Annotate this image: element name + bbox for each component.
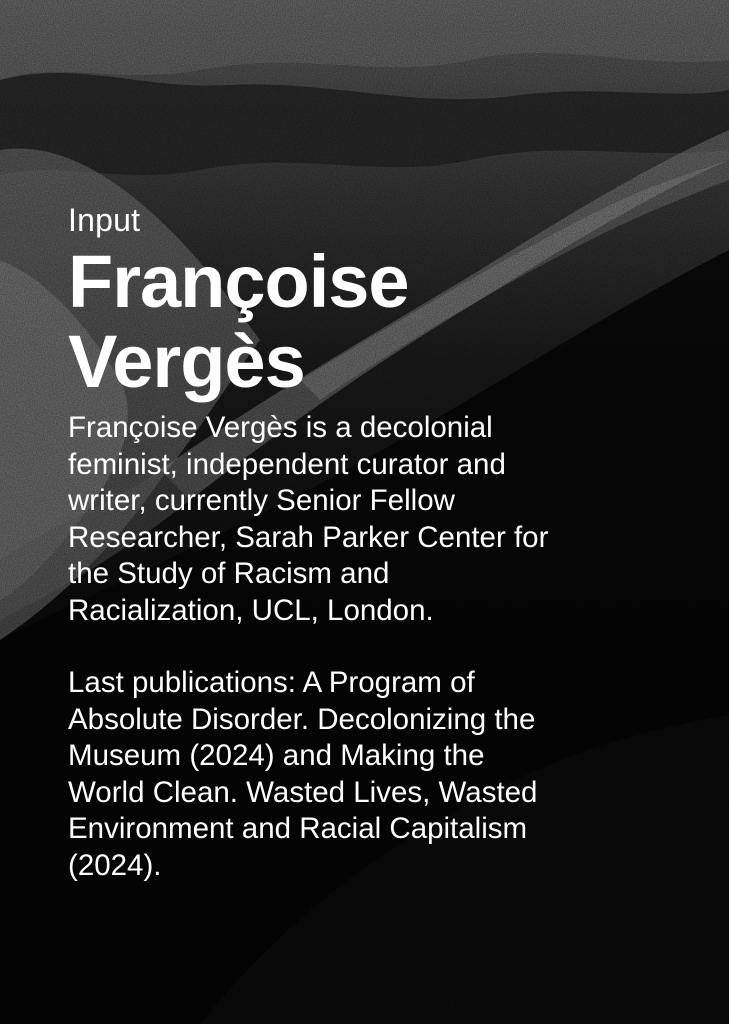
person-name-line-2: Vergès [68,320,305,403]
publications-paragraph: Last publications: A Program of Absolute Disorder. Decolonizing the Museum (2024) and Making the World Clean. Wasted Lives, Wasted Environment and Racial Capitalism (2024). [68,666,538,882]
category-label: Input [68,202,141,238]
profile-text [68,200,668,884]
bio-paragraph: Françoise Vergès is a decolonial feminist, independent curator and writer, currently Senior Fellow Researcher, Sarah Parker Center for the Study of Racism and Racialization, UCL, London. [68,411,549,627]
person-name-line-1: Françoise [68,240,409,323]
person-name [68,242,668,402]
